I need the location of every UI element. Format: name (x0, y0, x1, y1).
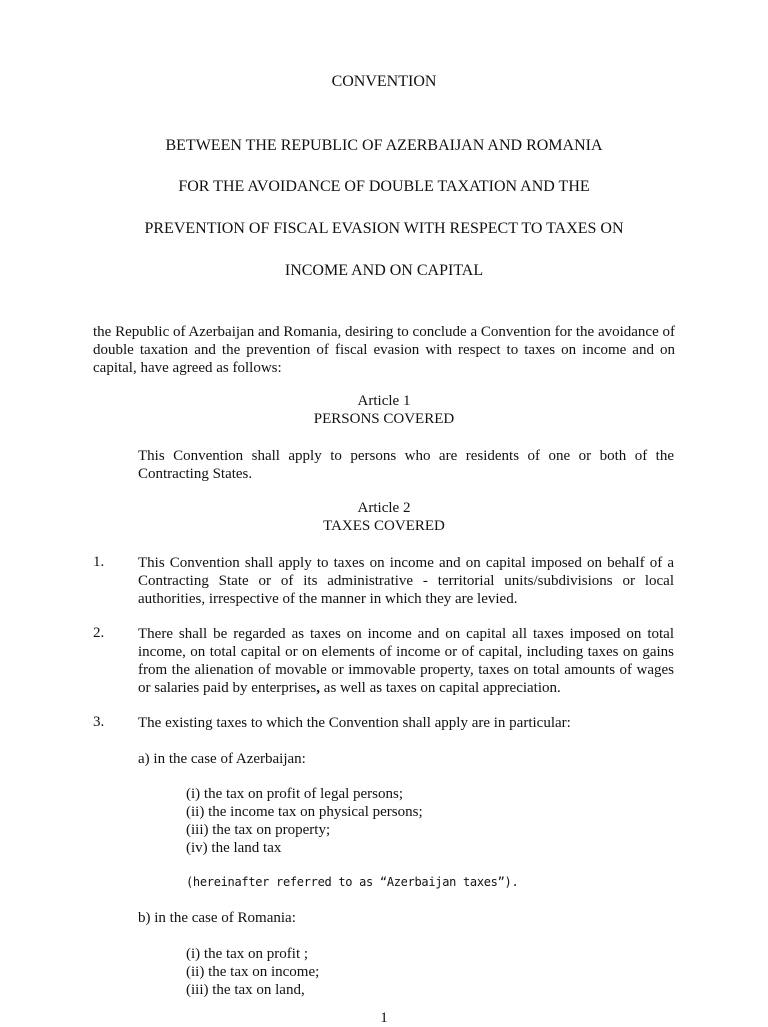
romania-tax-item: (i) the tax on profit ; (186, 946, 309, 962)
paragraph-1-text: This Convention shall apply to taxes on income and on capital imposed on behalf of a Contracting State or of its administrative - territorial units/subdivisions or local authorities, irrespective of the manner in which they are levied. (138, 555, 674, 607)
romania-tax-item: (iii) the tax on land, (186, 982, 305, 998)
azerbaijan-taxes-note: (hereinafter referred to as “Azerbaijan taxes”). (186, 875, 519, 889)
article-2-heading: TAXES COVERED (323, 518, 445, 534)
article-2-number: Article 2 (357, 500, 411, 516)
azerbaijan-tax-item: (ii) the income tax on physical persons; (186, 804, 423, 820)
azerbaijan-intro: a) in the case of Azerbaijan: (138, 751, 306, 767)
paragraph-3-number: 3. (93, 714, 105, 730)
title-line-2: BETWEEN THE REPUBLIC OF AZERBAIJAN AND ROMANIA (165, 137, 603, 154)
article-1-number: Article 1 (357, 393, 411, 409)
preamble-paragraph: the Republic of Azerbaijan and Romania, desiring to conclude a Convention for the avoidance of double taxation and the prevention of fiscal evasion with respect to taxes on income and on capital, have agreed as follows: (93, 324, 675, 376)
article-1-heading: PERSONS COVERED (313, 411, 455, 427)
paragraph-3-text: The existing taxes to which the Convention shall apply are in particular: (138, 715, 571, 731)
paragraph-2-text-b: as well as taxes on capital appreciation. (320, 680, 561, 696)
romania-tax-item: (ii) the tax on income; (186, 964, 320, 980)
paragraph-2-text (138, 625, 674, 697)
paragraph-2-text-a: There shall be regarded as taxes on income and on capital all taxes imposed on total income, on total capital or on elements of income or of capital, including taxes on gains from the alienation of movable or immovable property, taxes on total amounts of wages or salaries paid by enterprises (138, 626, 674, 696)
document-title: CONVENTION (331, 73, 437, 90)
paragraph-2-bold-comma: , (316, 680, 321, 696)
article-1-text: This Convention shall apply to persons who are residents of one or both of the Contracting States. (138, 448, 674, 482)
azerbaijan-tax-item: (iii) the tax on property; (186, 822, 331, 838)
title-line-4: PREVENTION OF FISCAL EVASION WITH RESPECT TO TAXES ON (144, 220, 624, 237)
azerbaijan-tax-item: (i) the tax on profit of legal persons; (186, 786, 404, 802)
title-line-5: INCOME AND ON CAPITAL (284, 262, 484, 279)
paragraph-2-number: 2. (93, 625, 105, 641)
paragraph-1-number: 1. (93, 554, 105, 570)
romania-intro: b) in the case of Romania: (138, 910, 296, 926)
page-number: 1 (380, 1010, 388, 1026)
azerbaijan-tax-item: (iv) the land tax (186, 840, 282, 856)
title-line-3: FOR THE AVOIDANCE OF DOUBLE TAXATION AND THE (178, 178, 590, 195)
